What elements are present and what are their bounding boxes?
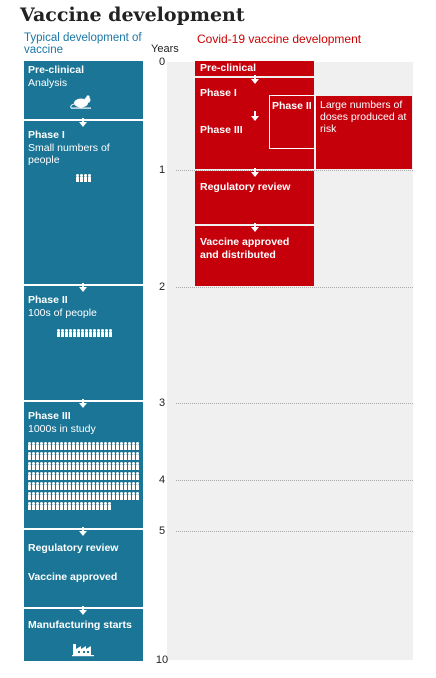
typical-regulatory-block	[24, 530, 143, 607]
arrow-stem	[82, 527, 84, 532]
covid-phase3-label: Phase III	[200, 124, 243, 136]
typical-preclinical-label: Pre-clinical	[28, 64, 85, 76]
typical-phase1-sub: Small numbers of people	[28, 141, 110, 166]
gridline-3	[176, 403, 413, 404]
arrow-stem	[82, 606, 84, 611]
gridline-2	[176, 287, 413, 288]
arrow-stem	[254, 223, 256, 228]
typical-manufacturing-label: Manufacturing starts	[28, 619, 132, 631]
year-tick-2: 2	[158, 281, 166, 293]
covid-phase2-label: Phase II	[272, 100, 312, 112]
covid-preclinical-block	[195, 61, 314, 76]
typical-phase3-block	[24, 402, 143, 528]
covid-approved-label: Vaccine approved and distributed	[200, 236, 290, 261]
year-tick-10: 10	[155, 654, 169, 666]
typical-phase3-label: Phase III	[28, 410, 71, 422]
covid-review-block	[195, 171, 314, 224]
typical-approved-label: Vaccine approved	[28, 570, 118, 583]
typical-phase2-label: Phase II	[28, 294, 68, 306]
covid-approved-block	[195, 226, 314, 286]
years-axis-title: Years	[151, 43, 179, 55]
year-tick-4: 4	[158, 474, 166, 486]
arrow-stem	[82, 118, 84, 123]
year-tick-5: 5	[158, 525, 166, 537]
factory-icon	[72, 641, 94, 657]
typical-phase2-sub: 100s of people	[28, 306, 97, 319]
gridline-4	[176, 480, 413, 481]
covid-phase1-label: Phase I	[200, 87, 237, 99]
arrow-stem	[82, 283, 84, 288]
arrow-stem	[254, 75, 256, 80]
typical-preclinical-sub: Analysis	[28, 76, 68, 89]
arrow-stem	[254, 111, 256, 117]
covid-header: Covid-19 vaccine development	[197, 32, 362, 46]
typical-regulatory-label: Regulatory review	[28, 542, 119, 554]
typical-phase1-label: Phase I	[28, 129, 65, 141]
gridline-5	[176, 531, 413, 532]
chart-title: Vaccine development	[20, 4, 245, 26]
typical-phase2-block	[24, 286, 143, 400]
typical-manufacturing-block	[24, 609, 143, 661]
rat-icon	[70, 93, 92, 109]
typical-preclinical-block	[24, 61, 143, 119]
covid-phases-block	[195, 78, 314, 169]
typical-phase1-block	[24, 121, 143, 284]
year-tick-1: 1	[158, 164, 166, 176]
people-icon	[57, 329, 113, 337]
covid-doses-block	[316, 96, 412, 169]
year-tick-0: 0	[158, 56, 166, 68]
year-tick-3: 3	[158, 397, 166, 409]
typical-header: Typical development of vaccine	[24, 32, 142, 56]
typical-phase3-sub: 1000s in study	[28, 422, 96, 435]
covid-review-label: Regulatory review	[200, 181, 291, 193]
arrow-stem	[254, 168, 256, 173]
arrow-stem	[82, 399, 84, 404]
people-icon	[28, 442, 139, 510]
covid-preclinical-label: Pre-clinical	[200, 62, 257, 74]
covid-doses-label: Large numbers of doses produced at risk	[320, 99, 407, 135]
people-icon	[76, 174, 96, 182]
covid-phase2-box	[269, 95, 315, 149]
